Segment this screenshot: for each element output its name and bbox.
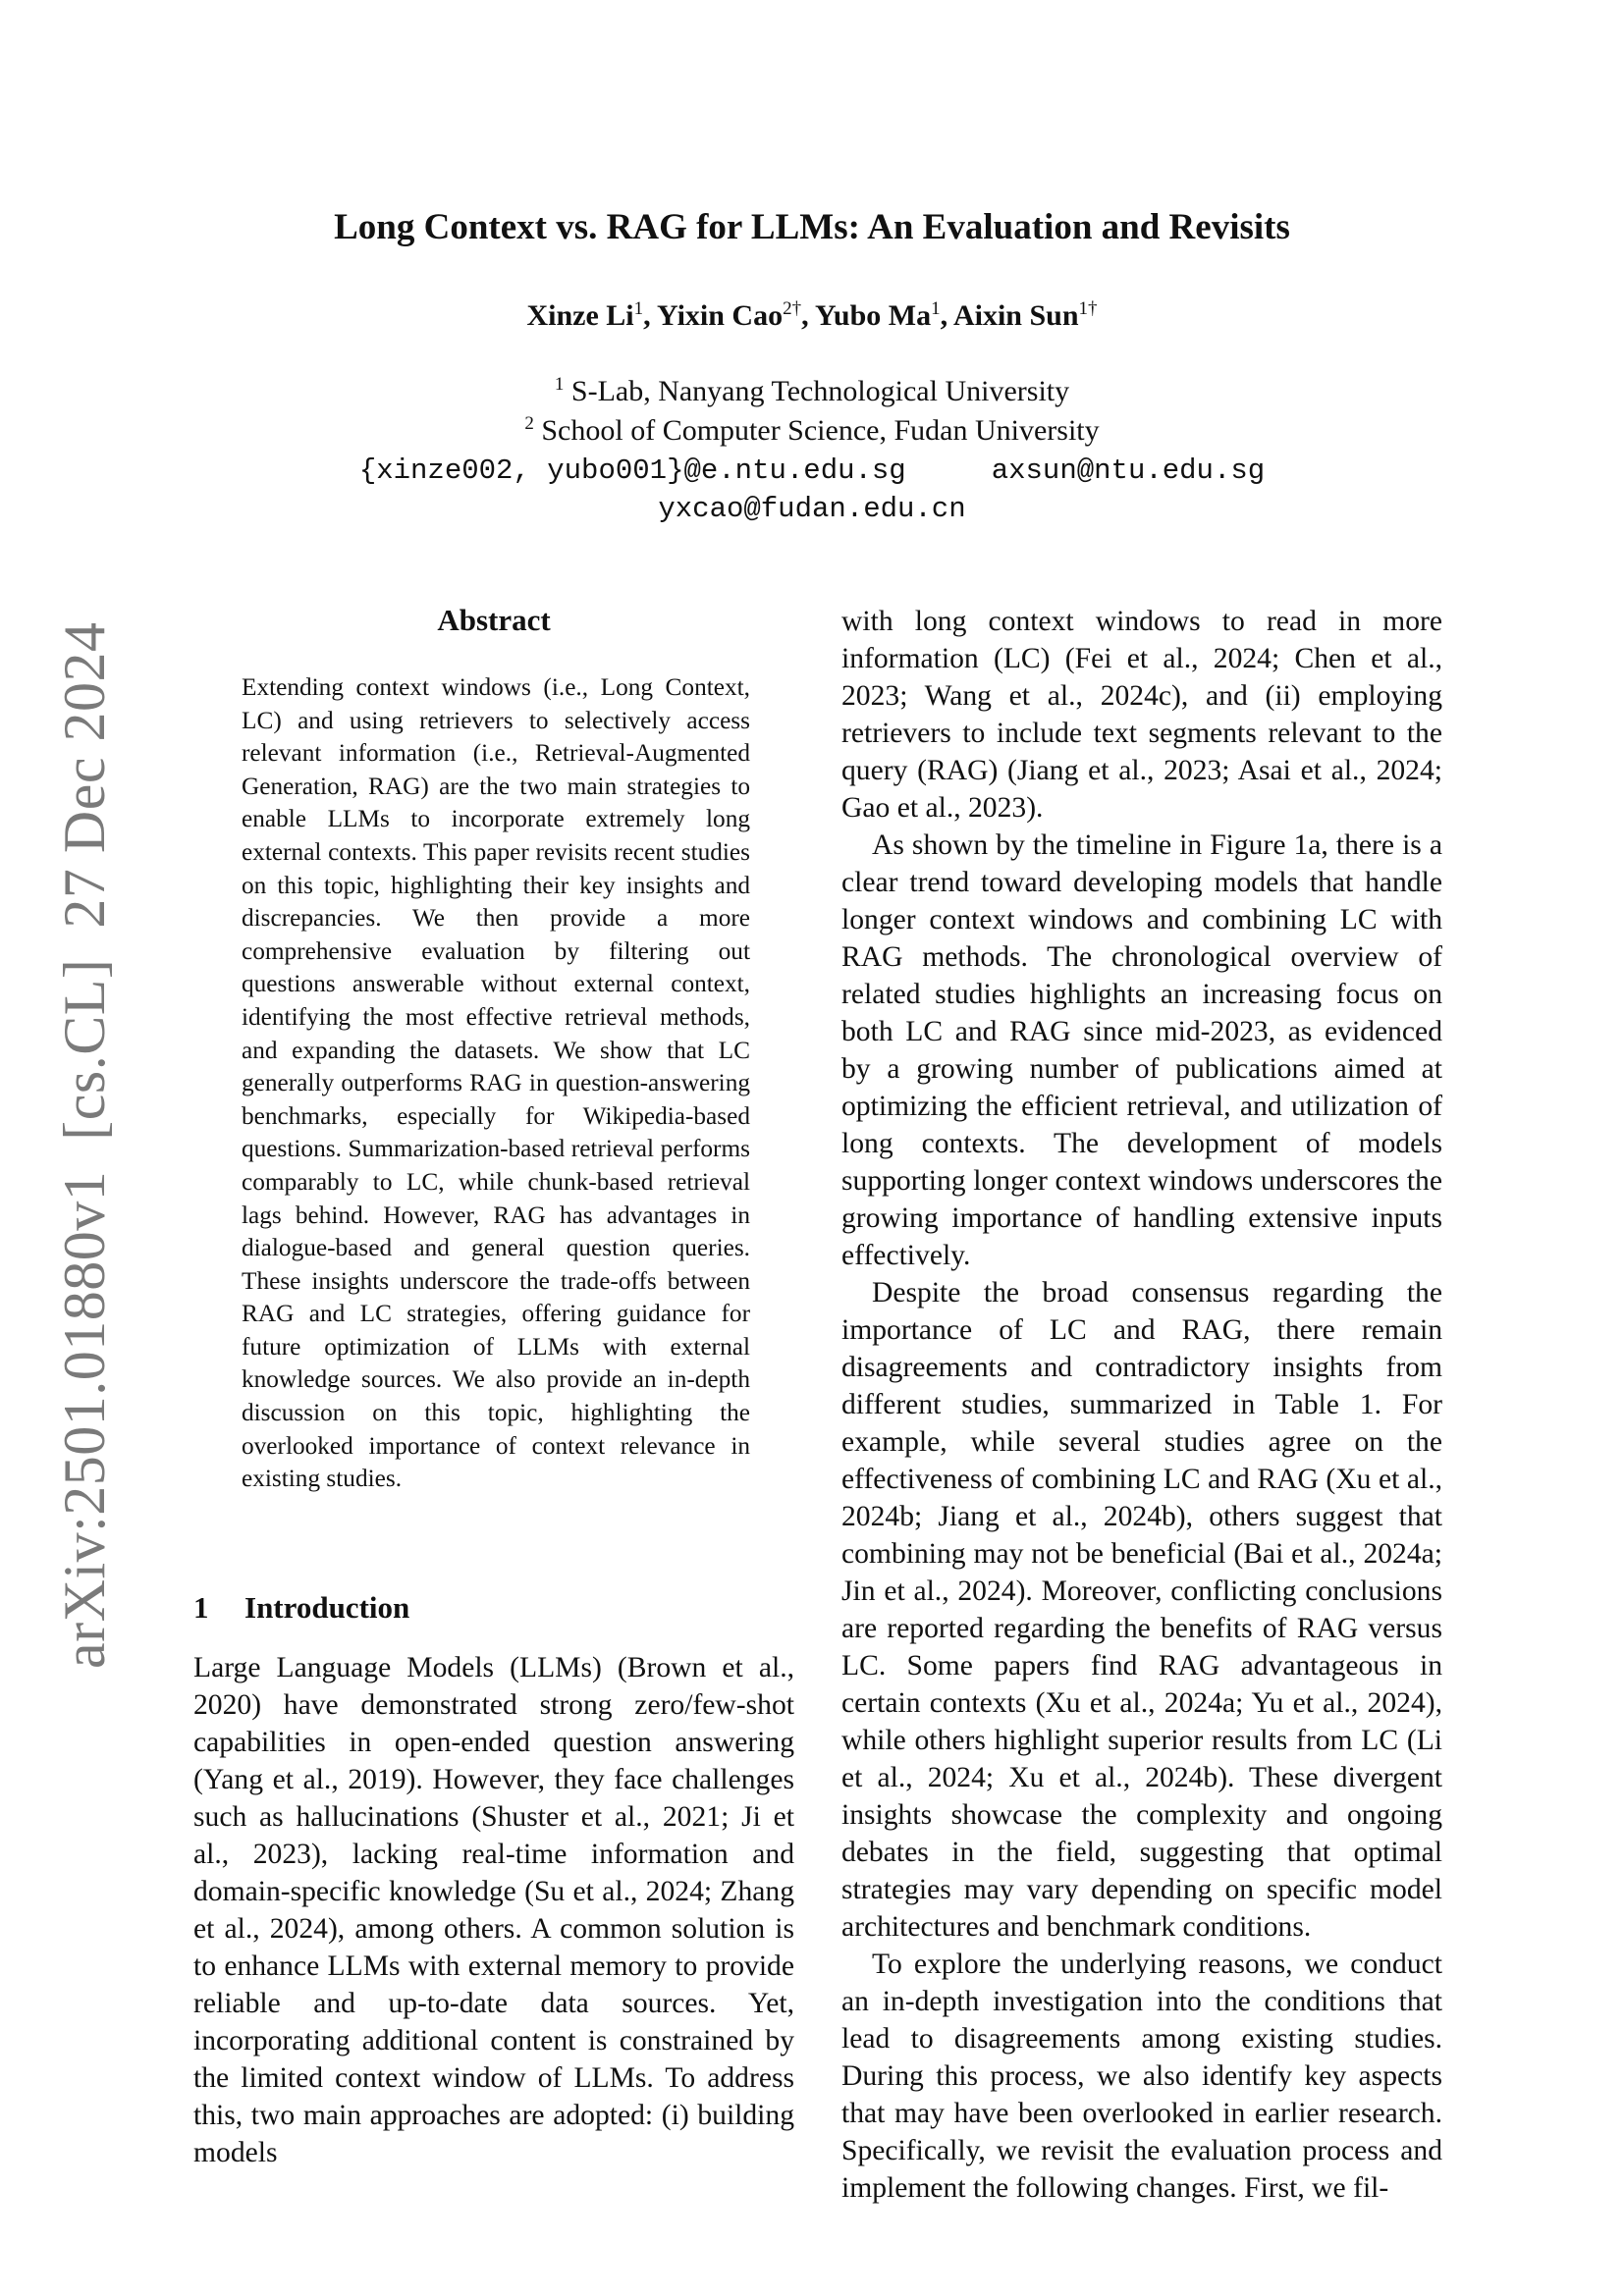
abstract-text: Extending context windows (i.e., Long Context, LC) and using retrievers to selectively access relevant information (i.e., Retrieval-Augmented Generation, RAG) are the two main strategies to enable LLMs to incorporate extremely long external contexts. This paper revisits recent studies on this topic, highlighting their key insights and discrepancies. We then provide a more comprehensive evaluation by filtering out questions answerable without external context, identifying the most effective retrieval methods, and expanding the datasets. We show that LC generally outperforms RAG in question-answering benchmarks, especially for Wikipedia-based questions. Summarization-based retrieval performs comparably to LC, while chunk-based retrieval lags behind. However, RAG has advantages in dialogue-based and general question queries. These insights underscore the trade-offs between RAG and LC strategies, offering guidance for future optimization of LLMs with external knowledge sources. We also provide an in-depth discussion on this topic, highlighting the overlooked importance of context relevance in existing studies. (242, 673, 750, 1493)
affiliation-text: S-Lab, Nanyang Technological University (570, 375, 1070, 407)
email-line: yxcao@fudan.edu.cn (658, 493, 966, 525)
section-number: 1 (193, 1590, 209, 1625)
affiliation-mark: 2 (524, 413, 534, 434)
right-column (841, 603, 1442, 2207)
author-list: Xinze Li$^1$, Yixin Cao$^{2\dagger}$, Yubo Ma$^1$, Aixin Sun$^{1\dagger}$ (526, 298, 1098, 332)
author-name: Yixin Cao (657, 299, 784, 332)
email-line: {xinze002, yubo001}@e.ntu.edu.sg axsun@ntu.edu.sg (358, 454, 1266, 487)
author-name: Xinze Li (526, 299, 634, 332)
paper-title: Long Context vs. RAG for LLMs: An Evaluation and Revisits (334, 207, 1290, 247)
body-paragraph: To explore the underlying reasons, we conduct an in-depth investigation into the conditions that lead to disagreements among existing studies. During this process, we also identify key aspects that may have been overlooked in earlier research. Specifically, we revisit the evaluation process and implement the following changes. First, we fil- (841, 1949, 1442, 2204)
author-name: Yubo Ma (814, 299, 932, 332)
affiliation-mark: 1 (554, 374, 565, 395)
body-paragraph: Despite the broad consensus regarding the importance of LC and RAG, there remain disagreements and contradictory insights from different studies, summarized in Table 1. For example, while several studies agree on the effectiveness of combining LC and RAG (Xu et al., 2024b; Jiang et al., 2024b), others suggest that combining may not be beneficial (Bai et al., 2024a; Jin et al., 2024). Moreover, conflicting conclusions are reported regarding the benefits of RAG versus LC. Some papers find RAG advantageous in certain contexts (Xu et al., 2024a; Yu et al., 2024), while others highlight superior results from LC (Li et al., 2024; Xu et al., 2024b). These divergent insights showcase the complexity and ongoing debates in the field, suggesting that optimal strategies may vary depending on specific model architectures and benchmark conditions. (841, 1277, 1442, 1943)
affiliation (0, 413, 1624, 448)
section-heading (193, 1590, 794, 1626)
body-paragraph: with long context windows to read in more information (LC) (Fei et al., 2024; Chen et al., 2023; Wang et al., 2024c), and (ii) employing retrievers to include text segments relevant to the query (RAG) (Jiang et al., 2023; Asai et al., 2024; Gao et al., 2023). (841, 606, 1442, 824)
author-mark: 1† (1078, 298, 1098, 319)
body-paragraph: Large Language Models (LLMs) (Brown et al., 2020) have demonstrated strong zero/few-shot capabilities in open-ended question answering (Yang et al., 2019). However, they face challenges such as hallucinations (Shuster et al., 2021; Ji et al., 2023), lacking real-time information and domain-specific knowledge (Su et al., 2024; Zhang et al., 2024), among others. A common solution is to enhance LLMs with external memory to provide reliable and up-to-date data sources. Yet, incorporating additional content is constrained by the limited context window of LLMs. To address this, two main approaches are adopted: (i) building models (193, 1652, 794, 2168)
arxiv-identifier: arXiv:2501.01880v1 [cs.CL] 27 Dec 2024 (52, 621, 117, 1669)
body-paragraph: As shown by the timeline in Figure 1a, there is a clear trend toward developing models that handle longer context windows and combining LC with RAG methods. The chronological overview of related studies highlights an increasing focus on both LC and RAG since mid-2023, as evidenced by a growing number of publications aimed at optimizing the efficient retrieval, and utilization of long contexts. The development of models supporting longer context windows underscores the growing importance of handling extensive inputs effectively. (841, 829, 1442, 1271)
section-title: Introduction (244, 1590, 410, 1625)
author-mark: 2† (783, 298, 802, 319)
abstract-heading: Abstract (437, 603, 551, 637)
affiliation (0, 374, 1624, 408)
affiliation-text: School of Computer Science, Fudan University (541, 414, 1100, 447)
author-mark: 1 (931, 298, 941, 319)
author-name: Aixin Sun (952, 299, 1079, 332)
author-mark: 1 (633, 298, 644, 319)
